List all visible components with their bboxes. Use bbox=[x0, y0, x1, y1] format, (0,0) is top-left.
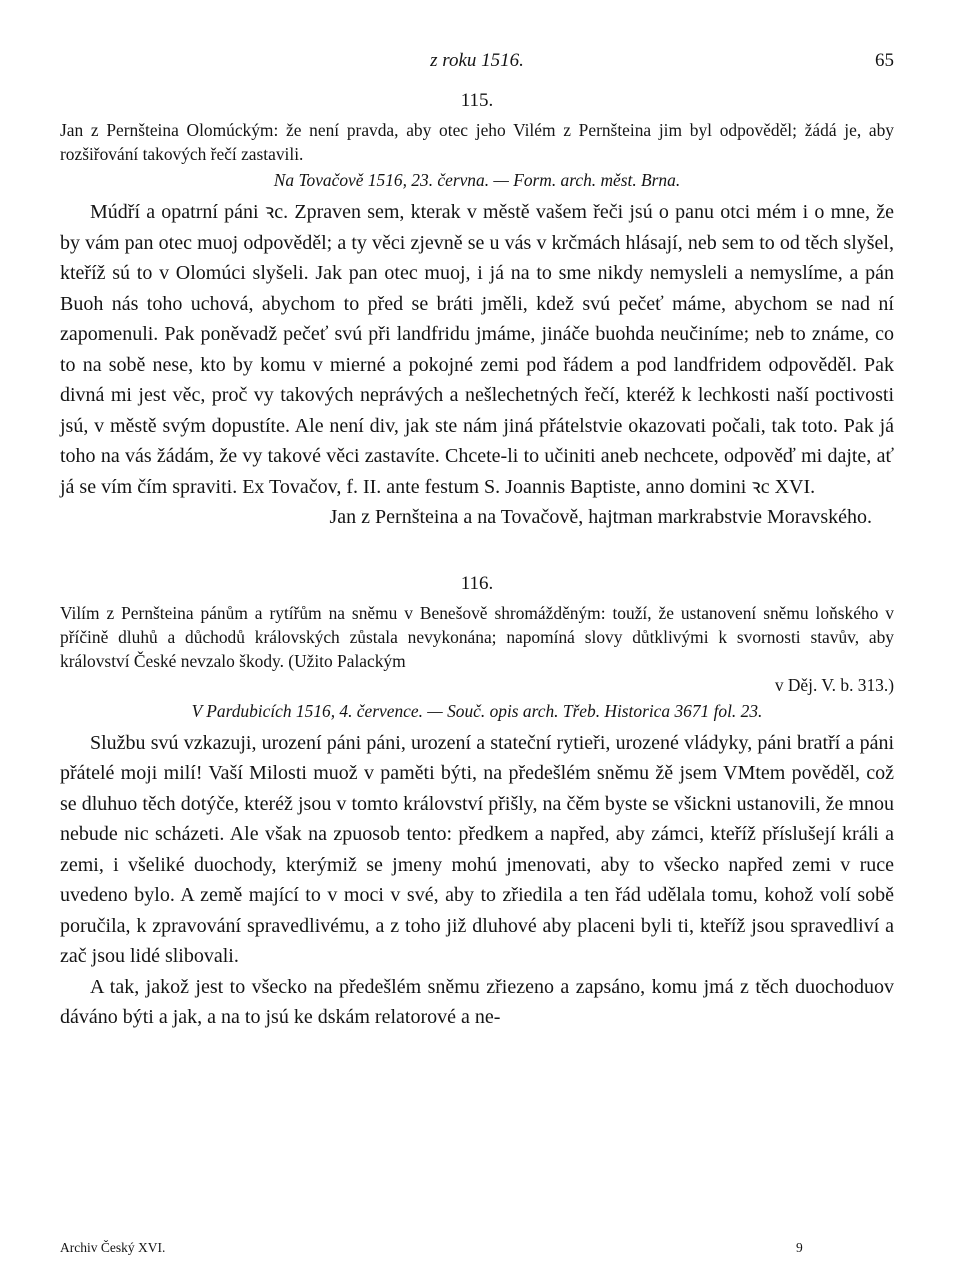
page-number: 65 bbox=[875, 50, 894, 71]
letter-body: Múdří a opatrní páni ꝛc. Zpraven sem, kterak v městě vašem řeči jsú o panu otci mém i o mne, že by vám pan otec muoj odpověděl; a ty věci zjevně se u vás v krčmách hlásají, neb sem to od těch slyšel, kteříž sú to v Olomúci slyšeli. Jak pan otec muoj, i já na to sme nikdy nemysleli a nemyslíme, a pán Buoh nás toho uchová, abychom to před se bráti jměli, kdež svú pečeť máme, abychom se nad ní zapomenuli. Pak poněvadž pečeť svú při landfridu jmáme, jináče buohda neučiníme; neb to známe, co to na sobě nese, kto by komu v mierné a pokojné zemi pod řádem a pod landfridem odpověděl. Pak divná mi jest věc, proč vy takových neprávých a nešlechetných řečí, kteréž k lechkosti naší poctivosti jsú, v městě svým dopustíte. Ale není div, jak ste nám jiná přátelstvie okazovati počali, tak toto. Pak já toho na vás žádám, že vy takové věci zastavíte. Chcete-li to učiniti aneb nechcete, odpověď mi dajte, ať já se vím čím spraviti. Ex Tovačov, f. II. ante festum S. Joannis Baptiste, anno domini ꝛc XVI. bbox=[60, 201, 894, 498]
document-number: 116. bbox=[460, 572, 494, 594]
summary-text: Vilím z Pernšteina pánům a rytířům na sněmu v Benešově shromážděným: touží, že ustanovení sněmu loňského v příčině dluhů a důchodů královských zůstala nevykonána; napomíná slovy důtklivými k svornosti stavův, aby království České nevzalo škody. (Užito Palackým bbox=[60, 602, 894, 671]
document-summary bbox=[60, 601, 894, 697]
document-summary: Jan z Pernšteina Olomúckým: že není pravda, aby otec jeho Vilém z Pernšteina jim byl odpověděl; žádá je, aby rozšiřování takových řečí zastavili. bbox=[60, 120, 894, 164]
document-116 bbox=[60, 573, 894, 1033]
document-115 bbox=[60, 90, 894, 533]
running-title: z roku 1516. bbox=[430, 50, 524, 71]
summary-citation: v Děj. V. b. 313.) bbox=[774, 674, 894, 695]
page-footer bbox=[60, 1240, 894, 1262]
document-dateline: Na Tovačově 1516, 23. června. — Form. arch. měst. Brna. bbox=[273, 170, 681, 190]
running-head bbox=[60, 44, 894, 78]
document-dateline: V Pardubicích 1516, 4. července. — Souč. opis arch. Třeb. Historica 3671 fol. 23. bbox=[191, 700, 763, 721]
footer-signature-mark: 9 bbox=[796, 1240, 803, 1255]
page bbox=[60, 44, 894, 1033]
letter-paragraph-2: A tak, jakož jest to všecko na předešlém sněmu zřiezeno a zapsáno, komu jmá z těch duochoduov dáváno býti a jak, a na to jsú ke dskám relatorové a ne- bbox=[60, 975, 894, 1028]
letter-signature: Jan z Pernšteina a na Tovačově, hajtman markrabstvie Moravského. bbox=[329, 506, 872, 528]
document-number: 115. bbox=[460, 90, 494, 111]
section-gap bbox=[60, 533, 894, 561]
letter-paragraph-1: Službu svú vzkazuji, urození páni páni, urození a stateční rytieři, urozené vládyky, páni bratří a páni přátelé moji milí! Vaší Milosti muož v paměti býti, na předešlém sněmu žě jsem VMtem pověděl, což se dluhuo těch dotýče, kteréž jsou v tomto království přišly, na čěm byste se všickni ustanovili, že mnou nebude nic scházeti. Ale však na zpuosob tento: předkem a napřed, aby zámci, kteříž příslušejí králi a zemi, i všeliké duochody, kterýmiž se jmeny mohú jmenovati, aby to všecko napřed zemi v ruce uvedeno bylo. A země mající to v moci v své, aby to zřiedila a ten řád udělala tomu, kohož volí sobě poručila, k zpravování spravedlivému, a z toho již dluhové aby placeni byli ti, kteříž jsou spravedliví a zač jsou lidé slibovali. bbox=[60, 731, 894, 967]
footer-volume: Archiv Český XVI. bbox=[60, 1240, 166, 1255]
